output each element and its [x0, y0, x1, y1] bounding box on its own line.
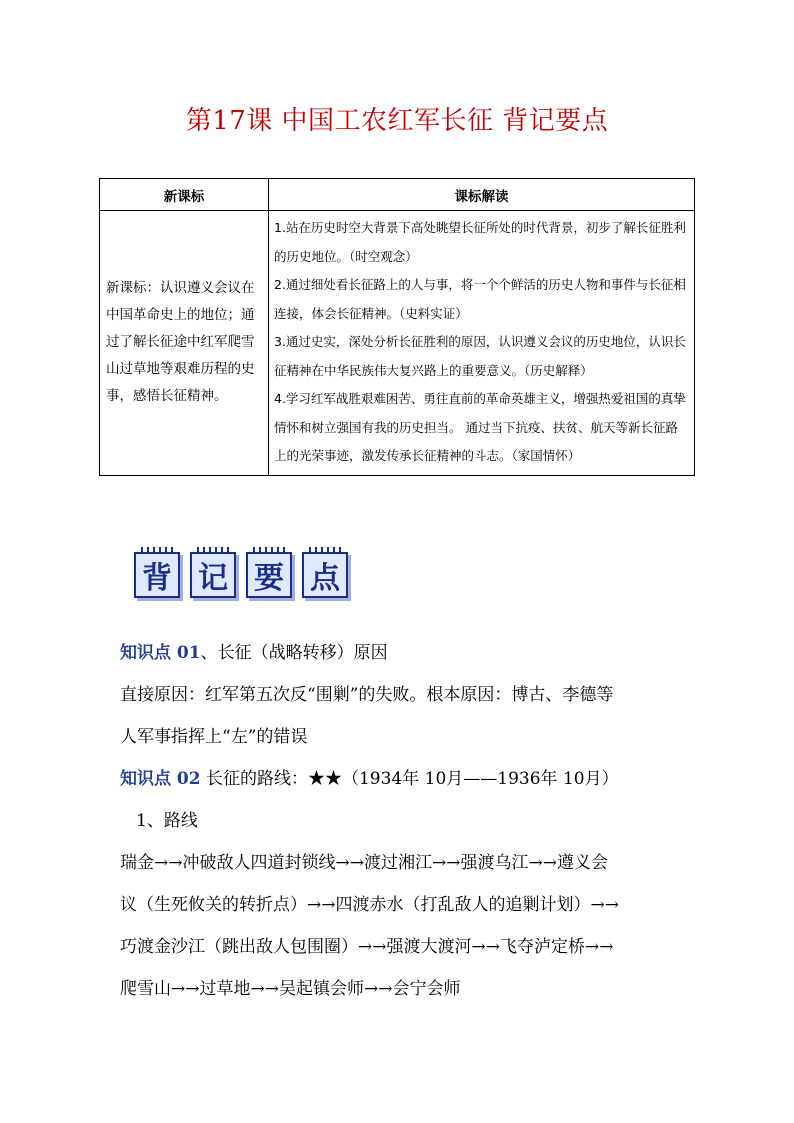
kp2-heading: [120, 758, 680, 800]
page-title: 第17课 中国工农红军长征 背记要点: [185, 106, 609, 136]
kp1-label: 知识点 01: [120, 643, 201, 663]
table-row: [100, 211, 695, 476]
interpretation-item: 4.学习红军战胜艰难困苦、勇往直前的革命英雄主义，增强热爱祖国的真挚情怀和树立强国有我的历史担当。 通过当下抗疫、扶贫、航天等新长征路上的光荣事迹，激发传承长征精神的斗志。（家国情怀）: [274, 391, 686, 463]
kp2-title: 长征的路线：★★（1934年 10月——1936年 10月）: [200, 769, 619, 789]
kp1-body-line: 直接原因：红军第五次反“围剿”的失败。根本原因：博古、李德等: [120, 685, 614, 705]
kp1-title: 、长征（战略转移）原因: [200, 643, 388, 663]
banner-char-badge: 要: [246, 552, 292, 598]
kp2-subheading: 1、路线: [136, 811, 198, 831]
route-line: 议（生死攸关的转折点）→→四渡赤水（打乱敌人的追剿计划）→→: [120, 895, 619, 915]
table-header-row: [100, 179, 695, 211]
knowledge-points: [120, 632, 680, 1010]
kp2-label: 知识点 02: [120, 769, 201, 789]
kp1-body-line: 人军事指挥上“左”的错误: [120, 727, 308, 747]
header-standard-interpretation: 课标解读: [269, 179, 695, 211]
interpretation-item: 1.站在历史时空大背景下高处眺望长征所处的时代背景，初步了解长征胜利的历史地位。（时空观念）: [274, 220, 686, 264]
header-new-standard: 新课标: [100, 179, 269, 211]
route-line: 瑞金→→冲破敌人四道封锁线→→渡过湘江→→强渡乌江→→遵义会: [120, 853, 608, 873]
interpretation-item: 3.通过史实，深处分析长征胜利的原因，认识遵义会议的历史地位，认识长征精神在中华民族伟大复兴路上的重要意义。（历史解释）: [274, 334, 686, 378]
memorize-points-banner: [134, 552, 348, 598]
route-line: 巧渡金沙江（跳出敌人包围圈）→→强渡大渡河→→飞夺泸定桥→→: [120, 937, 614, 957]
banner-char-badge: 背: [134, 552, 180, 598]
route-line: 爬雪山→→过草地→→吴起镇会师→→会宁会师: [120, 979, 461, 999]
banner-char-badge: 记: [190, 552, 236, 598]
new-standard-cell: 新课标：认识遵义会议在中国革命史上的地位；通过了解长征途中红军爬雪山过草地等艰难历程的史事，感悟长征精神。: [100, 211, 269, 476]
curriculum-table: [99, 178, 695, 476]
interpretation-cell: [269, 211, 695, 476]
kp1-heading: [120, 632, 680, 674]
banner-char-badge: 点: [302, 552, 348, 598]
interpretation-item: 2.通过细处看长征路上的人与事，将一个个鲜活的历史人物和事件与长征相连接，体会长征精神。（史料实证）: [274, 277, 686, 321]
